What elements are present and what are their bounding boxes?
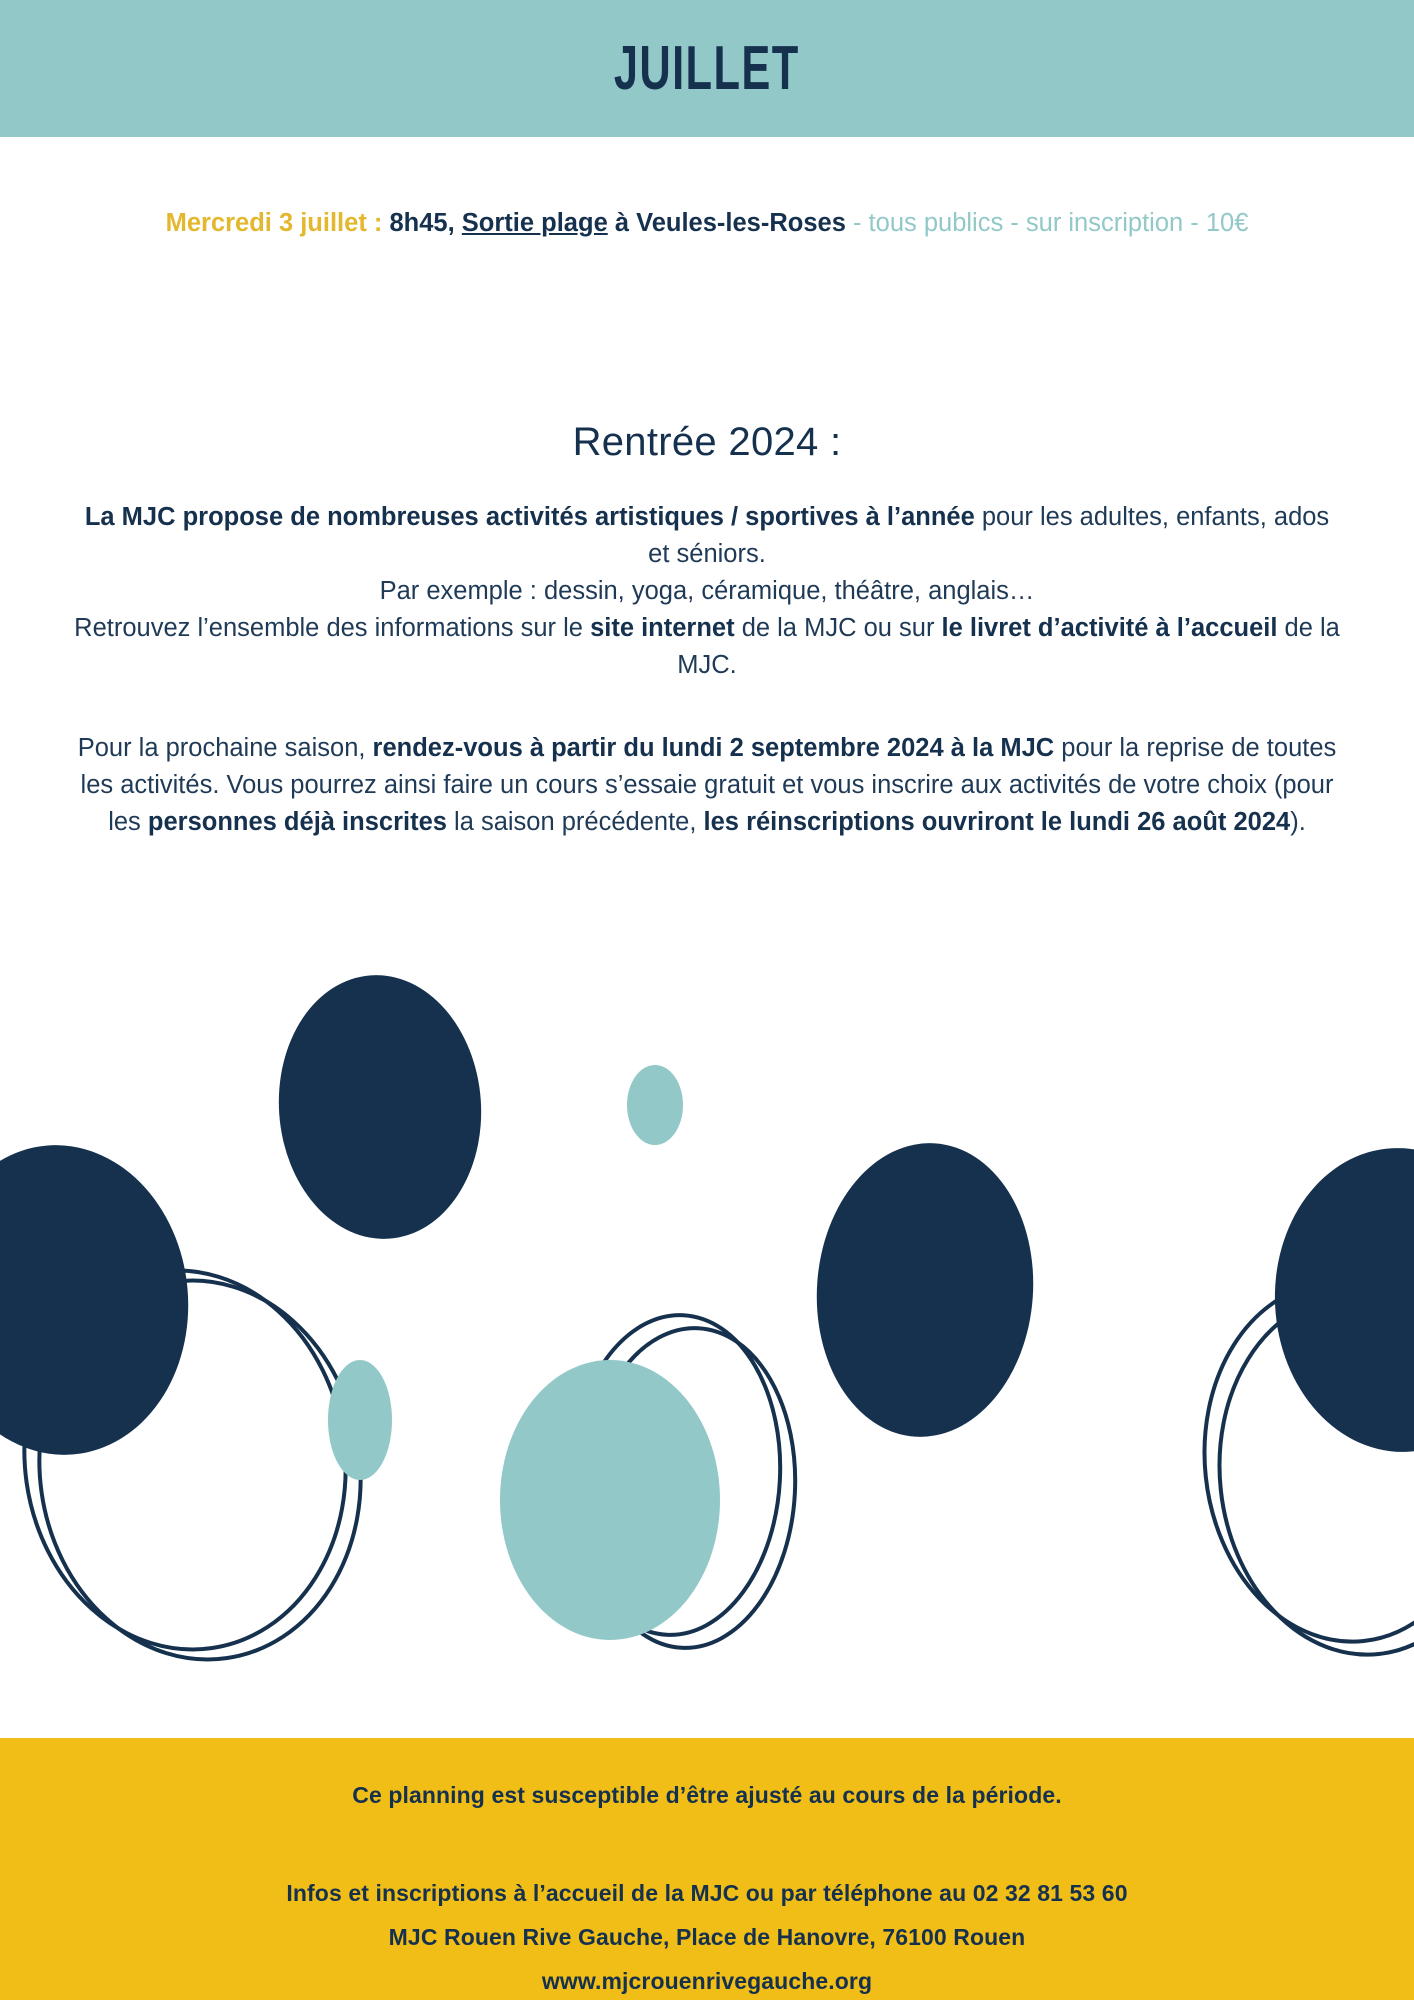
- info-website: site internet: [590, 614, 735, 642]
- activities-text: pour les adultes, enfants, ados et séniors.: [648, 503, 1330, 568]
- event-location: à Veules-les-Roses: [614, 209, 846, 237]
- event-date: Mercredi 3 juillet :: [165, 209, 383, 237]
- navy-blob-left: [0, 1134, 201, 1465]
- footer-note: Ce planning est susceptible d’être ajusté au cours de la période.: [352, 1782, 1062, 1808]
- info-suffix: de la MJC.: [677, 614, 1340, 679]
- season-prefix: Pour la prochaine saison,: [77, 734, 373, 762]
- main-content: [0, 420, 1414, 841]
- paragraph-activities: [72, 499, 1342, 684]
- season-registered: personnes déjà inscrites: [147, 808, 447, 836]
- page-footer: [0, 1738, 1414, 2000]
- outline-circle-mid-b: [577, 1323, 803, 1654]
- teal-circle-small: [627, 1065, 683, 1145]
- page-header: [0, 0, 1414, 137]
- info-booklet: le livret d’activité à l’accueil: [941, 614, 1278, 642]
- outline-circle-left-a: [0, 1250, 370, 1671]
- activities-bold: La MJC propose de nombreuses activités artistiques / sportives à l’année: [84, 503, 975, 531]
- outline-circle-mid-a: [562, 1310, 788, 1641]
- teal-blob-center: [500, 1360, 720, 1640]
- outline-circle-right-b: [1202, 1281, 1414, 1668]
- info-middle: de la MJC ou sur: [734, 614, 942, 642]
- paragraph-season: [72, 730, 1342, 841]
- footer-contact-block: [0, 1871, 1414, 2000]
- teal-blob-small-bottom: [328, 1360, 392, 1480]
- season-reregistration: les réinscriptions ouvriront le lundi 26 août 2024: [703, 808, 1291, 836]
- event-activity: Sortie plage: [461, 209, 608, 237]
- event-details: - tous publics - sur inscription - 10€: [852, 209, 1249, 237]
- activities-examples: Par exemple : dessin, yoga, céramique, théâtre, anglais…: [379, 577, 1035, 605]
- navy-blob-right: [807, 1136, 1043, 1444]
- outline-circle-right-a: [1187, 1268, 1414, 1655]
- event-time: 8h45,: [389, 209, 455, 237]
- info-prefix: Retrouvez l’ensemble des informations sur le: [74, 614, 591, 642]
- event-line: [0, 206, 1414, 240]
- season-date: rendez-vous à partir du lundi 2 septembre 2024 à la MJC: [372, 734, 1055, 762]
- footer-address-line: MJC Rouen Rive Gauche, Place de Hanovre, 76100 Rouen: [388, 1924, 1026, 1950]
- season-suffix: ).: [1290, 808, 1306, 836]
- section-title: Rentrée 2024 :: [572, 420, 842, 464]
- footer-phone-line: Infos et inscriptions à l’accueil de la MJC ou par téléphone au 02 32 81 53 60: [286, 1880, 1128, 1906]
- outline-circle-left-b: [15, 1260, 385, 1681]
- season-body: pour la reprise de toutes les activités. Vous pourrez ainsi faire un cours s’essaie gratuit et vous inscrire aux activités de votre choix (pour les: [80, 734, 1337, 836]
- navy-blob-top-center: [270, 968, 490, 1245]
- page-title: JUILLET: [614, 34, 800, 103]
- navy-blob-far-right: [1267, 1142, 1414, 1459]
- season-middle: la saison précédente,: [446, 808, 704, 836]
- footer-website-line[interactable]: www.mjcrouenrivegauche.org: [541, 1968, 873, 1994]
